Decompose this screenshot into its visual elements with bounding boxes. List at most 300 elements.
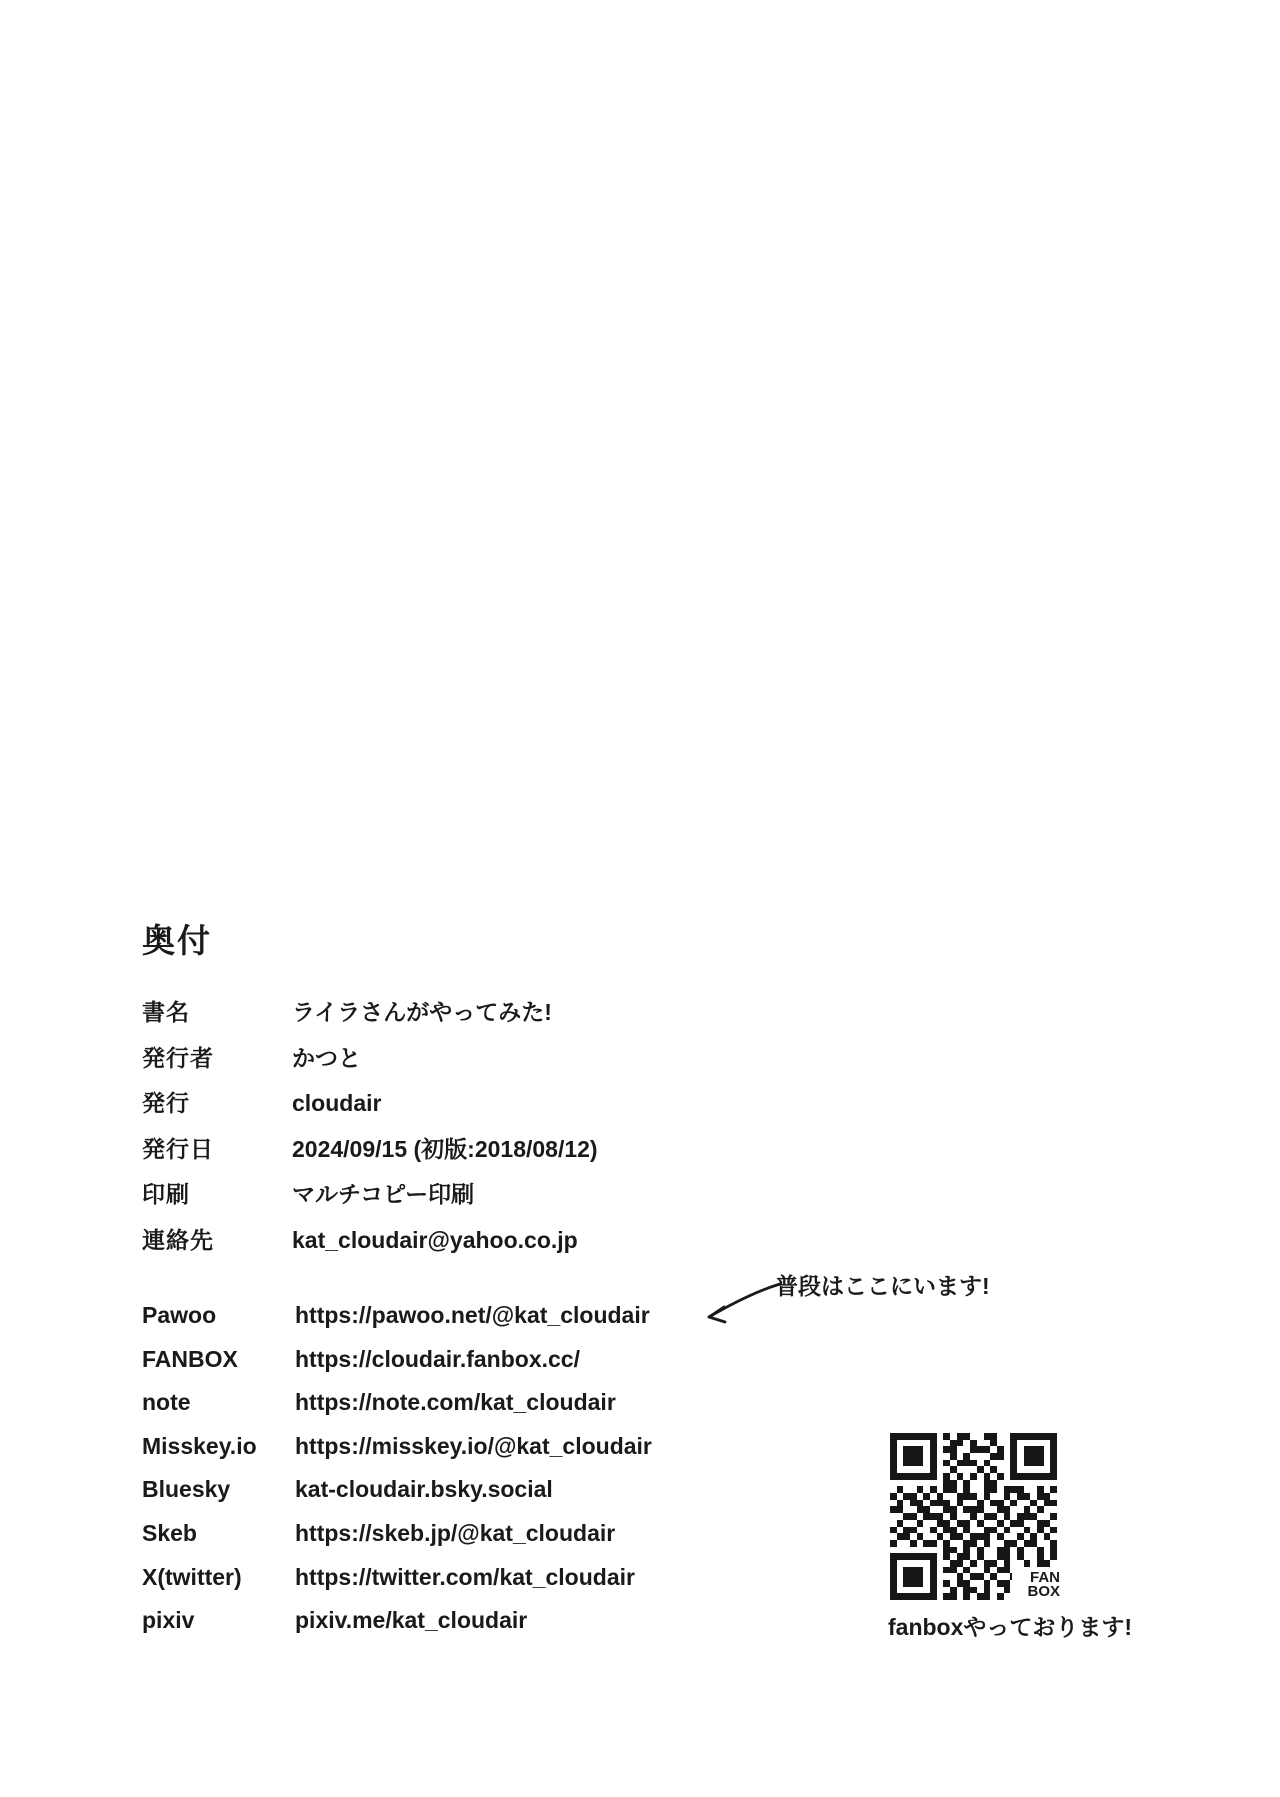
qr-module — [910, 1480, 917, 1487]
qr-module — [1037, 1500, 1044, 1507]
qr-module — [970, 1466, 977, 1473]
qr-module — [984, 1460, 991, 1467]
qr-module — [1037, 1480, 1044, 1487]
usually-here-annotation: 普段はここにいます! — [775, 1273, 990, 1299]
qr-module — [1024, 1480, 1031, 1487]
qr-module — [950, 1486, 957, 1493]
qr-module — [930, 1533, 937, 1540]
fanbox-caption: fanboxやっております! — [888, 1614, 1133, 1640]
qr-module — [970, 1513, 977, 1520]
qr-module — [1050, 1547, 1057, 1554]
qr-module — [930, 1453, 937, 1460]
qr-module — [930, 1513, 937, 1520]
qr-module — [1037, 1473, 1044, 1480]
qr-module — [903, 1533, 910, 1540]
qr-module — [1030, 1453, 1037, 1460]
qr-module — [957, 1580, 964, 1587]
link-label: note — [142, 1389, 191, 1416]
qr-module — [997, 1440, 1004, 1447]
qr-module — [923, 1513, 930, 1520]
qr-module — [990, 1493, 997, 1500]
qr-module — [1050, 1540, 1057, 1547]
qr-module — [1010, 1553, 1017, 1560]
qr-module — [1044, 1466, 1051, 1473]
qr-module — [1050, 1460, 1057, 1467]
qr-module — [977, 1520, 984, 1527]
qr-module — [930, 1520, 937, 1527]
qr-module — [930, 1466, 937, 1473]
qr-module — [897, 1527, 904, 1534]
link-value: https://twitter.com/kat_cloudair — [295, 1563, 635, 1590]
qr-module — [1024, 1486, 1031, 1493]
qr-module — [923, 1486, 930, 1493]
qr-module — [957, 1493, 964, 1500]
qr-module — [963, 1540, 970, 1547]
qr-module — [997, 1506, 1004, 1513]
qr-module — [1050, 1553, 1057, 1560]
qr-module — [917, 1573, 924, 1580]
qr-module — [1050, 1486, 1057, 1493]
qr-module — [903, 1466, 910, 1473]
qr-module — [930, 1433, 937, 1440]
qr-module — [984, 1440, 991, 1447]
qr-module — [1044, 1446, 1051, 1453]
qr-module — [957, 1540, 964, 1547]
qr-module — [1017, 1520, 1024, 1527]
qr-module — [963, 1473, 970, 1480]
qr-module — [957, 1486, 964, 1493]
qr-module — [1010, 1506, 1017, 1513]
qr-module — [943, 1547, 950, 1554]
qr-module — [990, 1446, 997, 1453]
qr-module — [917, 1446, 924, 1453]
qr-module — [963, 1553, 970, 1560]
qr-module — [1017, 1480, 1024, 1487]
qr-module — [1044, 1520, 1051, 1527]
qr-module — [1024, 1540, 1031, 1547]
qr-module — [937, 1573, 944, 1580]
qr-module — [937, 1486, 944, 1493]
qr-module — [930, 1547, 937, 1554]
qr-module — [937, 1500, 944, 1507]
qr-module — [950, 1547, 957, 1554]
qr-module — [890, 1466, 897, 1473]
qr-module — [917, 1473, 924, 1480]
qr-module — [930, 1486, 937, 1493]
qr-module — [903, 1460, 910, 1467]
qr-module — [903, 1553, 910, 1560]
qr-module — [937, 1460, 944, 1467]
qr-module — [910, 1553, 917, 1560]
qr-module — [903, 1440, 910, 1447]
qr-module — [977, 1513, 984, 1520]
qr-module — [984, 1520, 991, 1527]
qr-module — [950, 1480, 957, 1487]
qr-module — [950, 1567, 957, 1574]
link-label: Skeb — [142, 1519, 197, 1546]
qr-module — [897, 1506, 904, 1513]
qr-module — [984, 1553, 991, 1560]
qr-module — [957, 1573, 964, 1580]
qr-module — [1037, 1460, 1044, 1467]
qr-module — [910, 1527, 917, 1534]
qr-module — [897, 1466, 904, 1473]
qr-module — [1044, 1560, 1051, 1567]
qr-module — [957, 1560, 964, 1567]
qr-module — [1004, 1560, 1011, 1567]
colophon-value: ライラさんがやってみた! — [292, 999, 552, 1025]
qr-module — [997, 1480, 1004, 1487]
qr-module — [1024, 1553, 1031, 1560]
qr-module — [957, 1446, 964, 1453]
qr-module — [930, 1567, 937, 1574]
qr-module — [923, 1527, 930, 1534]
qr-module — [910, 1533, 917, 1540]
colophon-label: 連絡先 — [142, 1226, 214, 1253]
qr-module — [917, 1493, 924, 1500]
qr-module — [1004, 1520, 1011, 1527]
qr-module — [977, 1527, 984, 1534]
qr-module — [1050, 1440, 1057, 1447]
qr-module — [1010, 1453, 1017, 1460]
qr-module — [950, 1506, 957, 1513]
qr-module — [923, 1573, 930, 1580]
qr-module — [997, 1473, 1004, 1480]
qr-module — [943, 1446, 950, 1453]
qr-module — [1004, 1446, 1011, 1453]
qr-module — [1030, 1446, 1037, 1453]
qr-module — [984, 1433, 991, 1440]
link-label: FANBOX — [142, 1345, 238, 1372]
qr-module — [910, 1547, 917, 1554]
qr-module — [1050, 1560, 1057, 1567]
qr-module — [930, 1446, 937, 1453]
qr-module — [890, 1520, 897, 1527]
qr-module — [970, 1460, 977, 1467]
qr-module — [937, 1506, 944, 1513]
qr-module — [990, 1440, 997, 1447]
qr-module — [977, 1560, 984, 1567]
link-label: pixiv — [142, 1607, 195, 1634]
fanbox-logo-line: BOX — [1027, 1583, 1060, 1600]
qr-module — [990, 1580, 997, 1587]
qr-module — [903, 1593, 910, 1600]
qr-module — [1010, 1560, 1017, 1567]
link-value: https://note.com/kat_cloudair — [295, 1389, 616, 1416]
colophon-value: マルチコピー印刷 — [292, 1181, 475, 1208]
qr-module — [1004, 1473, 1011, 1480]
qr-module — [950, 1527, 957, 1534]
qr-module — [1004, 1460, 1011, 1467]
qr-module — [1024, 1506, 1031, 1513]
qr-module — [950, 1573, 957, 1580]
qr-module — [1044, 1506, 1051, 1513]
qr-module — [943, 1587, 950, 1594]
qr-module — [970, 1473, 977, 1480]
qr-module — [984, 1480, 991, 1487]
colophon-row — [142, 1180, 902, 1226]
qr-module — [1010, 1473, 1017, 1480]
qr-module — [937, 1466, 944, 1473]
qr-module — [950, 1446, 957, 1453]
qr-module — [1017, 1506, 1024, 1513]
qr-module — [1010, 1486, 1017, 1493]
qr-module — [984, 1580, 991, 1587]
qr-module — [937, 1433, 944, 1440]
qr-module — [1004, 1567, 1011, 1574]
qr-module — [1037, 1553, 1044, 1560]
qr-module — [970, 1527, 977, 1534]
qr-module — [1037, 1513, 1044, 1520]
qr-module — [1044, 1493, 1051, 1500]
qr-module — [917, 1567, 924, 1574]
qr-module — [970, 1506, 977, 1513]
qr-module — [997, 1567, 1004, 1574]
qr-module — [910, 1580, 917, 1587]
qr-module — [970, 1560, 977, 1567]
qr-module — [943, 1493, 950, 1500]
qr-module — [970, 1480, 977, 1487]
qr-module — [1024, 1513, 1031, 1520]
qr-module — [890, 1486, 897, 1493]
colophon-value: 2024/09/15 (初版:2018/08/12) — [292, 1135, 598, 1162]
qr-module — [943, 1513, 950, 1520]
qr-module — [943, 1480, 950, 1487]
qr-module — [910, 1446, 917, 1453]
qr-module — [970, 1533, 977, 1540]
qr-module — [990, 1500, 997, 1507]
qr-module — [890, 1587, 897, 1594]
qr-module — [937, 1553, 944, 1560]
qr-module — [1010, 1547, 1017, 1554]
qr-module — [910, 1587, 917, 1594]
qr-module — [910, 1520, 917, 1527]
qr-module — [977, 1460, 984, 1467]
qr-module — [997, 1466, 1004, 1473]
colophon-value: かつと — [292, 1044, 361, 1071]
qr-module — [970, 1567, 977, 1574]
qr-module — [910, 1567, 917, 1574]
qr-module — [1050, 1533, 1057, 1540]
qr-module — [1050, 1433, 1057, 1440]
qr-module — [917, 1593, 924, 1600]
qr-module — [997, 1500, 1004, 1507]
qr-module — [937, 1560, 944, 1567]
qr-module — [1010, 1500, 1017, 1507]
qr-module — [943, 1473, 950, 1480]
qr-module — [963, 1433, 970, 1440]
qr-module — [1004, 1547, 1011, 1554]
qr-module — [937, 1440, 944, 1447]
qr-module — [1004, 1466, 1011, 1473]
colophon-row — [142, 1135, 902, 1181]
qr-module — [977, 1480, 984, 1487]
qr-module — [917, 1433, 924, 1440]
qr-module — [997, 1593, 1004, 1600]
qr-module — [923, 1560, 930, 1567]
qr-module — [923, 1466, 930, 1473]
qr-module — [970, 1553, 977, 1560]
qr-module — [1037, 1493, 1044, 1500]
qr-module — [937, 1593, 944, 1600]
qr-module — [997, 1547, 1004, 1554]
link-value: pixiv.me/kat_cloudair — [295, 1607, 528, 1634]
qr-module — [1030, 1553, 1037, 1560]
qr-module — [963, 1480, 970, 1487]
qr-module — [923, 1553, 930, 1560]
qr-module — [984, 1560, 991, 1567]
qr-module — [1004, 1580, 1011, 1587]
qr-module — [910, 1493, 917, 1500]
qr-module — [917, 1587, 924, 1594]
qr-module — [1004, 1553, 1011, 1560]
qr-module — [1037, 1506, 1044, 1513]
qr-module — [943, 1433, 950, 1440]
qr-module — [1004, 1540, 1011, 1547]
qr-module — [897, 1473, 904, 1480]
qr-module — [984, 1486, 991, 1493]
qr-module — [963, 1560, 970, 1567]
qr-module — [1037, 1520, 1044, 1527]
qr-module — [1017, 1460, 1024, 1467]
qr-module — [950, 1500, 957, 1507]
qr-module — [903, 1587, 910, 1594]
qr-module — [890, 1506, 897, 1513]
qr-module — [930, 1493, 937, 1500]
qr-module — [977, 1580, 984, 1587]
qr-module — [970, 1433, 977, 1440]
qr-module — [890, 1453, 897, 1460]
qr-module — [1024, 1466, 1031, 1473]
qr-module — [897, 1533, 904, 1540]
qr-module — [1024, 1440, 1031, 1447]
qr-module — [917, 1553, 924, 1560]
qr-module — [1004, 1533, 1011, 1540]
qr-module — [1004, 1527, 1011, 1534]
qr-module — [930, 1506, 937, 1513]
qr-module — [1004, 1440, 1011, 1447]
qr-module — [977, 1500, 984, 1507]
qr-module — [1017, 1547, 1024, 1554]
qr-module — [1024, 1446, 1031, 1453]
qr-module — [1030, 1533, 1037, 1540]
qr-module — [903, 1446, 910, 1453]
qr-module — [943, 1593, 950, 1600]
qr-module — [990, 1567, 997, 1574]
qr-module — [890, 1433, 897, 1440]
qr-module — [890, 1540, 897, 1547]
link-label: Pawoo — [142, 1302, 217, 1328]
qr-module — [1010, 1540, 1017, 1547]
qr-module — [897, 1500, 904, 1507]
qr-module — [957, 1460, 964, 1467]
qr-module — [950, 1587, 957, 1594]
link-row — [142, 1301, 1042, 1345]
qr-module — [923, 1500, 930, 1507]
qr-module — [990, 1587, 997, 1594]
qr-module — [957, 1587, 964, 1594]
qr-module — [984, 1466, 991, 1473]
qr-module — [1010, 1527, 1017, 1534]
qr-module — [990, 1520, 997, 1527]
qr-module — [1030, 1433, 1037, 1440]
qr-module — [890, 1493, 897, 1500]
qr-module — [963, 1527, 970, 1534]
qr-module — [1024, 1473, 1031, 1480]
qr-module — [1004, 1587, 1011, 1594]
qr-module — [890, 1500, 897, 1507]
qr-module — [1030, 1473, 1037, 1480]
qr-module — [984, 1500, 991, 1507]
qr-module — [970, 1520, 977, 1527]
qr-module — [943, 1560, 950, 1567]
qr-module — [1017, 1466, 1024, 1473]
qr-module — [977, 1506, 984, 1513]
colophon-label: 書名 — [142, 999, 190, 1025]
colophon-value: cloudair — [292, 1090, 382, 1117]
qr-module — [943, 1573, 950, 1580]
qr-module — [997, 1527, 1004, 1534]
qr-module — [917, 1500, 924, 1507]
qr-module — [997, 1587, 1004, 1594]
qr-module — [917, 1486, 924, 1493]
qr-module — [984, 1506, 991, 1513]
qr-module — [957, 1506, 964, 1513]
qr-module — [997, 1493, 1004, 1500]
qr-module — [1004, 1453, 1011, 1460]
colophon-row — [142, 998, 902, 1044]
qr-module — [990, 1453, 997, 1460]
qr-module — [903, 1527, 910, 1534]
qr-module — [1017, 1446, 1024, 1453]
qr-module — [910, 1453, 917, 1460]
qr-module — [977, 1567, 984, 1574]
qr-module — [1010, 1446, 1017, 1453]
qr-module — [1037, 1446, 1044, 1453]
qr-module — [923, 1460, 930, 1467]
qr-module — [997, 1486, 1004, 1493]
qr-module — [923, 1433, 930, 1440]
qr-module — [897, 1440, 904, 1447]
link-label: Misskey.io — [142, 1432, 257, 1459]
qr-module — [923, 1440, 930, 1447]
qr-module — [943, 1466, 950, 1473]
qr-module — [950, 1553, 957, 1560]
qr-module — [890, 1460, 897, 1467]
qr-module — [897, 1513, 904, 1520]
qr-module — [910, 1433, 917, 1440]
qr-module — [910, 1560, 917, 1567]
qr-module — [963, 1587, 970, 1594]
qr-module — [910, 1473, 917, 1480]
qr-module — [997, 1520, 1004, 1527]
qr-module — [1050, 1527, 1057, 1534]
qr-module — [903, 1500, 910, 1507]
qr-module — [957, 1433, 964, 1440]
qr-module — [937, 1493, 944, 1500]
qr-module — [950, 1533, 957, 1540]
qr-module — [923, 1593, 930, 1600]
qr-module — [903, 1567, 910, 1574]
qr-module — [890, 1580, 897, 1587]
qr-module — [917, 1460, 924, 1467]
qr-module — [1030, 1527, 1037, 1534]
qr-module — [1024, 1493, 1031, 1500]
qr-module — [1030, 1547, 1037, 1554]
qr-module — [1024, 1520, 1031, 1527]
qr-module — [890, 1440, 897, 1447]
qr-module — [930, 1480, 937, 1487]
